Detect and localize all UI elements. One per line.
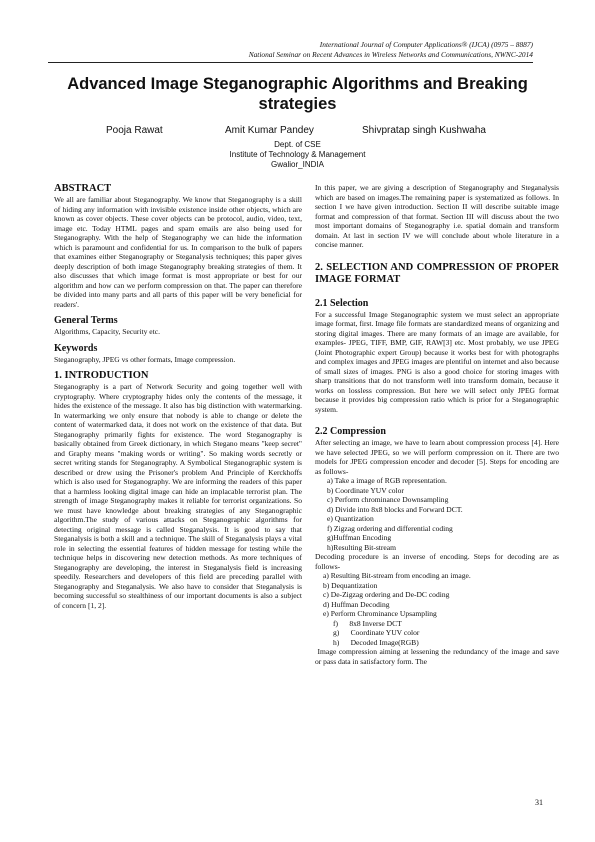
journal-header-line2: National Seminar on Recent Advances in Wireless Networks and Communications, NWNC-2014 bbox=[248, 50, 533, 59]
abstract-heading: ABSTRACT bbox=[54, 183, 112, 194]
compression-heading: 2.2 Compression bbox=[315, 426, 386, 437]
section2-heading: 2. SELECTION AND COMPRESSION OF PROPER IMAGE FORMAT bbox=[315, 261, 559, 285]
list-item: d) Huffman Decoding bbox=[323, 599, 390, 609]
compression-tail-text: Image compression aiming at lessening the redundancy of the image and save or pass data in satisfactory form. The bbox=[315, 647, 561, 666]
author-3: Shivpratap singh Kushwaha bbox=[362, 125, 486, 136]
selection-heading: 2.1 Selection bbox=[315, 297, 369, 309]
affiliation-institute: Institute of Technology & Management bbox=[229, 150, 366, 159]
list-item: b) Dequantization bbox=[323, 580, 378, 590]
general-terms-heading: General Terms bbox=[54, 315, 118, 326]
decoding-steps-list-continued bbox=[315, 619, 559, 648]
header-rule bbox=[48, 62, 533, 63]
abstract-text: We all are familiar about Steganography. We know that Steganography is a skill of hiding any information with invisible existence inside other objects, which are known as cover objects. These cover objects can be protocol, audio, video, text, image etc. Today HTML pages and spam emails are also being used for Steganography. With the help of Steganography we can hide the information which is paramount and confidential for us. In comparison to the bulk of papers that examines either Steganography or Steganalysis techniques; this paper gives deeply description of both image Steganography breaking strategies of them. It also discusses that which image format is most appropriate or best for our algorithm and how can we perform compression on that. The paper can therefore be divided into many parts and all parts of this paper will be very beneficial for readers'. bbox=[54, 195, 302, 309]
paper-organization-text: In this paper, we are giving a description of Steganography and Steganalysis which are based on images.The remaining paper is systematized as follows. In section I we have given introduction. Section II will describe suitable image format and compression of that format. Section III will discuss about the two most important domains of Steganography i.e. spatial domain and transform domain. At last in section IV we will conclude about whole literature in a concise manner. bbox=[315, 183, 559, 249]
left-column bbox=[54, 183, 302, 610]
list-item: h) Decoded Image(RGB) bbox=[333, 637, 419, 647]
paper-title: Advanced Image Steganographic Algorithms and Breaking strategies bbox=[67, 75, 528, 113]
affiliation bbox=[0, 140, 595, 170]
selection-text: For a successful Image Steganographic system we must select an appropriate image format, first. Image file formats are standardized means of organizing and storing digital images. There are many formats of an image are available, for examples- JPEG, TIFF, BMP, GIF, RAW[3] etc. Most probably, we use JPEG (Joint Photographic expert Group) because it works best for with photographs and complex images and JPEG images are plentiful on internet and also because of small sizes of images. PNG is also a good choice for storing images with sharp transitions that do not transform well into transform domain, because it works on lossless compression. But here we will select only JPEG format because it provides big compression ratio which is prior for a Steganographic system. bbox=[315, 309, 559, 414]
list-item: c) De-Zigzag ordering and De-DC coding bbox=[323, 590, 450, 599]
list-item: d) Divide into 8x8 blocks and Forward DCT. bbox=[327, 504, 463, 514]
list-item: f) 8x8 Inverse DCT bbox=[333, 618, 402, 628]
list-item: h)Resulting Bit-stream bbox=[327, 542, 396, 552]
general-terms-text: Algorithms, Capacity, Security etc. bbox=[54, 327, 160, 336]
list-item: c) Perform chrominance Downsampling bbox=[327, 495, 449, 504]
list-item: e) Quantization bbox=[327, 514, 374, 523]
list-item: g) Coordinate YUV color bbox=[333, 628, 420, 637]
introduction-text: Steganography is a part of Network Security and going together well with cryptography. Where cryptography hides only the contents of the message, it hides the existence of the message. It also has big distinction with watermarking. In watermarking we only ensure that nobody is able to change or delete the content of watermarked data, it does not work on the existence of that data. But Steganography primarily fights for existence. The word Steganography is basically obtained from Greek dictionary, in which Stegano means "keep secret" and Graphy means "making words or writing". So making words secretly or secret writing stands for Steganography. A Symbolical Steganographic system is described or drew using the Prisoner's problem And Principle of Kerckhoffs which is also used for Steganography. We are informing the readers of this paper that a harmless looking digital image can hide an implacable terrorist plan. The strength of image Steganography makes it reliable for terrorist organizations. So we must have knowledge about breaking strategies of any Steganographic algorithm.The study of various attacks on Steganographic algorithms for detecting original message is called Steganalysis. It is good to say that Steganalysis is both a skill and a technique. The skill of Steganalysis plays a vital role in selecting the essential features of hidden message for testing while the technique helps in discovering new detection methods. As more techniques of Steganography are developing, the interest in Steganalysis field is increasing speedily. Researchers and developers of this field are preceding parallel with Steganography and Steganalysis. We also have to consider that Steganalysis is becoming successful so stealthiness of our important documents is also a subject of concern [1, 2]. bbox=[54, 382, 302, 610]
decoding-steps-list bbox=[315, 571, 559, 619]
list-item: g)Huffman Encoding bbox=[327, 533, 392, 542]
list-item: a) Take a image of RGB representation. bbox=[327, 476, 447, 485]
list-item: a) Resulting Bit-stream from encoding an image. bbox=[323, 571, 471, 580]
right-column bbox=[315, 183, 559, 666]
keywords-text: Steganography, JPEG vs other formats, Image compression. bbox=[54, 354, 236, 364]
keywords-heading: Keywords bbox=[54, 342, 98, 354]
list-item: e) Perform Chrominance Upsampling bbox=[323, 609, 437, 618]
affiliation-city: Gwalior_INDIA bbox=[271, 160, 324, 169]
author-2: Amit Kumar Pandey bbox=[225, 125, 314, 136]
author-1: Pooja Rawat bbox=[106, 125, 163, 136]
introduction-heading: 1. INTRODUCTION bbox=[54, 370, 149, 381]
decoding-intro: Decoding procedure is an inverse of encoding. Steps for decoding are as follows- bbox=[315, 552, 559, 571]
list-item: b) Coordinate YUV color bbox=[327, 485, 404, 495]
list-item: f) Zigzag ordering and differential coding bbox=[327, 523, 453, 533]
encoding-steps-list bbox=[315, 476, 559, 552]
journal-header-line1: International Journal of Computer Applications® (IJCA) (0975 – 8887) bbox=[319, 40, 533, 49]
page-number: 31 bbox=[535, 798, 543, 807]
compression-text: After selecting an image, we have to learn about compression process [4]. Here we have selected JPEG, so we will perform compression on it. There are two models for JPEG compression encoder and decoder [5]. Steps for encoding are as follows- bbox=[315, 438, 559, 476]
affiliation-dept: Dept. of CSE bbox=[274, 140, 321, 149]
